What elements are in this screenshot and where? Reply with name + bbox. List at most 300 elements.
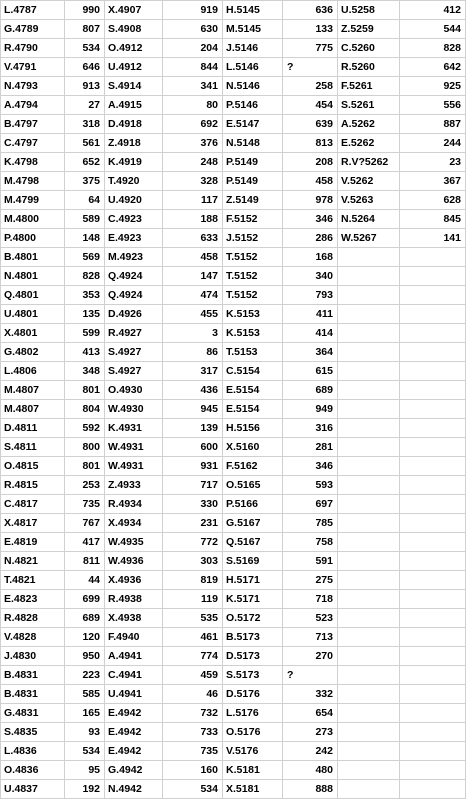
cell-value[interactable]: 93 xyxy=(65,723,105,742)
cell-code[interactable]: B.4801 xyxy=(1,248,65,267)
cell-value[interactable] xyxy=(400,476,466,495)
cell-code[interactable]: E.4942 xyxy=(105,704,163,723)
cell-code[interactable]: X.4817 xyxy=(1,514,65,533)
cell-code[interactable] xyxy=(338,419,400,438)
cell-code[interactable]: D.5176 xyxy=(223,685,283,704)
cell-value[interactable]: 801 xyxy=(65,457,105,476)
cell-code[interactable] xyxy=(338,495,400,514)
cell-code[interactable]: X.4801 xyxy=(1,324,65,343)
cell-value[interactable]: 455 xyxy=(163,305,223,324)
cell-code[interactable]: V.5263 xyxy=(338,191,400,210)
cell-value[interactable] xyxy=(400,552,466,571)
cell-value[interactable] xyxy=(400,685,466,704)
cell-value[interactable] xyxy=(400,761,466,780)
cell-value[interactable]: 330 xyxy=(163,495,223,514)
cell-value[interactable]: 273 xyxy=(283,723,338,742)
cell-value[interactable]: 414 xyxy=(283,324,338,343)
cell-code[interactable]: S.4914 xyxy=(105,77,163,96)
cell-code[interactable]: A.4941 xyxy=(105,647,163,666)
cell-code[interactable]: C.4923 xyxy=(105,210,163,229)
cell-code[interactable]: Z.5259 xyxy=(338,20,400,39)
cell-value[interactable]: 697 xyxy=(283,495,338,514)
cell-value[interactable] xyxy=(400,343,466,362)
cell-value[interactable]: 436 xyxy=(163,381,223,400)
cell-code[interactable]: M.5145 xyxy=(223,20,283,39)
cell-code[interactable]: W.4936 xyxy=(105,552,163,571)
cell-value[interactable]: 699 xyxy=(65,590,105,609)
cell-code[interactable]: T.5153 xyxy=(223,343,283,362)
cell-code[interactable]: W.5267 xyxy=(338,229,400,248)
cell-code[interactable]: X.5160 xyxy=(223,438,283,457)
cell-code[interactable]: C.4817 xyxy=(1,495,65,514)
cell-value[interactable]: 931 xyxy=(163,457,223,476)
cell-code[interactable]: B.5173 xyxy=(223,628,283,647)
cell-code[interactable]: D.4811 xyxy=(1,419,65,438)
cell-value[interactable] xyxy=(400,571,466,590)
cell-code[interactable]: W.4935 xyxy=(105,533,163,552)
cell-code[interactable]: P.5149 xyxy=(223,153,283,172)
cell-value[interactable]: 64 xyxy=(65,191,105,210)
cell-value[interactable]: 534 xyxy=(65,742,105,761)
cell-value[interactable]: 615 xyxy=(283,362,338,381)
cell-value[interactable] xyxy=(400,286,466,305)
cell-value[interactable]: 412 xyxy=(400,1,466,20)
cell-value[interactable]: 556 xyxy=(400,96,466,115)
cell-value[interactable]: 353 xyxy=(65,286,105,305)
cell-code[interactable]: D.4926 xyxy=(105,305,163,324)
cell-code[interactable]: L.4836 xyxy=(1,742,65,761)
cell-code[interactable]: L.5146 xyxy=(223,58,283,77)
cell-value[interactable]: 735 xyxy=(65,495,105,514)
cell-code[interactable]: W.4930 xyxy=(105,400,163,419)
cell-value[interactable] xyxy=(400,780,466,799)
cell-code[interactable]: Z.5149 xyxy=(223,191,283,210)
cell-value[interactable]: 204 xyxy=(163,39,223,58)
cell-value[interactable]: 147 xyxy=(163,267,223,286)
cell-value[interactable]: 633 xyxy=(163,229,223,248)
cell-value[interactable]: 735 xyxy=(163,742,223,761)
cell-code[interactable] xyxy=(338,286,400,305)
cell-code[interactable]: F.5162 xyxy=(223,457,283,476)
cell-code[interactable]: S.4811 xyxy=(1,438,65,457)
cell-code[interactable]: U.4941 xyxy=(105,685,163,704)
cell-code[interactable]: J.5146 xyxy=(223,39,283,58)
cell-value[interactable]: 341 xyxy=(163,77,223,96)
cell-value[interactable]: 652 xyxy=(65,153,105,172)
cell-code[interactable]: S.5169 xyxy=(223,552,283,571)
cell-value[interactable]: 804 xyxy=(65,400,105,419)
cell-code[interactable]: C.5260 xyxy=(338,39,400,58)
cell-code[interactable]: B.4831 xyxy=(1,666,65,685)
cell-value[interactable] xyxy=(400,419,466,438)
cell-code[interactable]: G.4802 xyxy=(1,343,65,362)
cell-value[interactable]: 523 xyxy=(283,609,338,628)
cell-value[interactable]: 535 xyxy=(163,609,223,628)
cell-code[interactable]: E.4923 xyxy=(105,229,163,248)
cell-code[interactable] xyxy=(338,381,400,400)
cell-value[interactable]: 135 xyxy=(65,305,105,324)
cell-code[interactable] xyxy=(338,628,400,647)
cell-value[interactable]: 346 xyxy=(283,210,338,229)
cell-code[interactable]: U.5258 xyxy=(338,1,400,20)
cell-code[interactable] xyxy=(338,723,400,742)
cell-code[interactable]: G.5167 xyxy=(223,514,283,533)
cell-code[interactable] xyxy=(338,362,400,381)
cell-value[interactable]: 346 xyxy=(283,457,338,476)
cell-code[interactable]: G.4942 xyxy=(105,761,163,780)
cell-value[interactable]: 811 xyxy=(65,552,105,571)
cell-value[interactable]: 733 xyxy=(163,723,223,742)
cell-value[interactable]: 593 xyxy=(283,476,338,495)
cell-value[interactable]: 919 xyxy=(163,1,223,20)
cell-value[interactable]: 168 xyxy=(283,248,338,267)
cell-value[interactable]: 317 xyxy=(163,362,223,381)
cell-code[interactable]: O.4815 xyxy=(1,457,65,476)
cell-code[interactable]: K.5181 xyxy=(223,761,283,780)
cell-value[interactable]: 340 xyxy=(283,267,338,286)
cell-code[interactable]: T.5152 xyxy=(223,286,283,305)
cell-value[interactable]: 978 xyxy=(283,191,338,210)
cell-value[interactable] xyxy=(400,438,466,457)
cell-value[interactable]: 165 xyxy=(65,704,105,723)
cell-value[interactable]: 480 xyxy=(283,761,338,780)
cell-value[interactable]: 819 xyxy=(163,571,223,590)
cell-value[interactable]: 364 xyxy=(283,343,338,362)
cell-value[interactable]: 628 xyxy=(400,191,466,210)
cell-code[interactable]: M.4807 xyxy=(1,400,65,419)
cell-code[interactable]: U.4801 xyxy=(1,305,65,324)
cell-value[interactable] xyxy=(400,742,466,761)
cell-value[interactable] xyxy=(400,666,466,685)
cell-value[interactable]: 413 xyxy=(65,343,105,362)
cell-value[interactable]: 646 xyxy=(65,58,105,77)
cell-code[interactable]: R.4938 xyxy=(105,590,163,609)
cell-code[interactable]: K.5171 xyxy=(223,590,283,609)
cell-code[interactable]: X.4934 xyxy=(105,514,163,533)
cell-code[interactable]: H.5145 xyxy=(223,1,283,20)
cell-code[interactable]: N.4821 xyxy=(1,552,65,571)
cell-value[interactable]: ? xyxy=(283,666,338,685)
cell-value[interactable]: 376 xyxy=(163,134,223,153)
cell-value[interactable] xyxy=(400,514,466,533)
cell-value[interactable] xyxy=(400,324,466,343)
cell-value[interactable]: 925 xyxy=(400,77,466,96)
cell-value[interactable]: 160 xyxy=(163,761,223,780)
cell-code[interactable]: U.4912 xyxy=(105,58,163,77)
cell-value[interactable]: 949 xyxy=(283,400,338,419)
cell-value[interactable] xyxy=(400,457,466,476)
cell-code[interactable]: G.4831 xyxy=(1,704,65,723)
cell-value[interactable]: 242 xyxy=(283,742,338,761)
cell-value[interactable] xyxy=(400,628,466,647)
cell-code[interactable]: F.5152 xyxy=(223,210,283,229)
cell-value[interactable]: 141 xyxy=(400,229,466,248)
cell-value[interactable]: 44 xyxy=(65,571,105,590)
cell-code[interactable]: R.4934 xyxy=(105,495,163,514)
cell-code[interactable] xyxy=(338,742,400,761)
cell-code[interactable]: A.4794 xyxy=(1,96,65,115)
cell-value[interactable] xyxy=(400,362,466,381)
cell-value[interactable]: 813 xyxy=(283,134,338,153)
cell-code[interactable]: P.5166 xyxy=(223,495,283,514)
cell-value[interactable]: 270 xyxy=(283,647,338,666)
cell-value[interactable]: 332 xyxy=(283,685,338,704)
cell-value[interactable]: 258 xyxy=(283,77,338,96)
cell-code[interactable]: C.5154 xyxy=(223,362,283,381)
cell-code[interactable]: X.4907 xyxy=(105,1,163,20)
cell-code[interactable]: T.5152 xyxy=(223,248,283,267)
cell-value[interactable]: 828 xyxy=(400,39,466,58)
cell-code[interactable]: E.4942 xyxy=(105,723,163,742)
cell-value[interactable]: 913 xyxy=(65,77,105,96)
cell-value[interactable]: 888 xyxy=(283,780,338,799)
cell-value[interactable]: 561 xyxy=(65,134,105,153)
cell-value[interactable]: 208 xyxy=(283,153,338,172)
cell-value[interactable]: 636 xyxy=(283,1,338,20)
cell-code[interactable]: S.5261 xyxy=(338,96,400,115)
cell-code[interactable] xyxy=(338,571,400,590)
cell-value[interactable]: 713 xyxy=(283,628,338,647)
cell-code[interactable]: M.4923 xyxy=(105,248,163,267)
cell-code[interactable]: O.5165 xyxy=(223,476,283,495)
cell-value[interactable]: 461 xyxy=(163,628,223,647)
cell-code[interactable]: E.5154 xyxy=(223,381,283,400)
cell-value[interactable]: 117 xyxy=(163,191,223,210)
cell-value[interactable]: 642 xyxy=(400,58,466,77)
cell-code[interactable]: K.4931 xyxy=(105,419,163,438)
cell-value[interactable]: 119 xyxy=(163,590,223,609)
cell-code[interactable]: N.5146 xyxy=(223,77,283,96)
cell-value[interactable]: 630 xyxy=(163,20,223,39)
cell-code[interactable]: L.5176 xyxy=(223,704,283,723)
cell-value[interactable]: 133 xyxy=(283,20,338,39)
cell-code[interactable] xyxy=(338,324,400,343)
cell-code[interactable]: O.5176 xyxy=(223,723,283,742)
cell-code[interactable]: J.4830 xyxy=(1,647,65,666)
cell-value[interactable]: 459 xyxy=(163,666,223,685)
cell-code[interactable]: B.4831 xyxy=(1,685,65,704)
cell-code[interactable]: N.5264 xyxy=(338,210,400,229)
cell-code[interactable] xyxy=(338,533,400,552)
cell-value[interactable]: 800 xyxy=(65,438,105,457)
cell-value[interactable]: 248 xyxy=(163,153,223,172)
cell-value[interactable]: 328 xyxy=(163,172,223,191)
cell-code[interactable]: L.4787 xyxy=(1,1,65,20)
cell-code[interactable]: Q.4801 xyxy=(1,286,65,305)
cell-code[interactable]: O.4912 xyxy=(105,39,163,58)
cell-value[interactable]: 281 xyxy=(283,438,338,457)
cell-code[interactable]: Z.4918 xyxy=(105,134,163,153)
cell-code[interactable]: Z.4933 xyxy=(105,476,163,495)
cell-value[interactable]: 139 xyxy=(163,419,223,438)
cell-value[interactable]: 950 xyxy=(65,647,105,666)
cell-code[interactable] xyxy=(338,476,400,495)
cell-value[interactable]: 86 xyxy=(163,343,223,362)
cell-value[interactable] xyxy=(400,533,466,552)
cell-code[interactable]: P.5149 xyxy=(223,172,283,191)
cell-code[interactable]: N.4801 xyxy=(1,267,65,286)
cell-value[interactable]: 95 xyxy=(65,761,105,780)
cell-value[interactable]: 591 xyxy=(283,552,338,571)
cell-code[interactable]: Q.4924 xyxy=(105,286,163,305)
cell-code[interactable]: R.5260 xyxy=(338,58,400,77)
cell-code[interactable]: O.4836 xyxy=(1,761,65,780)
cell-value[interactable]: 188 xyxy=(163,210,223,229)
cell-value[interactable]: 348 xyxy=(65,362,105,381)
cell-code[interactable]: S.4908 xyxy=(105,20,163,39)
cell-code[interactable]: W.4931 xyxy=(105,438,163,457)
cell-code[interactable]: P.5146 xyxy=(223,96,283,115)
cell-code[interactable]: R.4815 xyxy=(1,476,65,495)
cell-code[interactable] xyxy=(338,248,400,267)
cell-value[interactable]: 689 xyxy=(283,381,338,400)
cell-code[interactable] xyxy=(338,704,400,723)
cell-code[interactable]: H.5156 xyxy=(223,419,283,438)
cell-code[interactable]: E.4942 xyxy=(105,742,163,761)
cell-value[interactable]: 845 xyxy=(400,210,466,229)
cell-value[interactable] xyxy=(400,609,466,628)
cell-value[interactable]: 534 xyxy=(65,39,105,58)
cell-value[interactable]: ? xyxy=(283,58,338,77)
cell-value[interactable]: 807 xyxy=(65,20,105,39)
cell-code[interactable]: N.4942 xyxy=(105,780,163,799)
cell-code[interactable] xyxy=(338,400,400,419)
cell-code[interactable] xyxy=(338,457,400,476)
cell-value[interactable]: 887 xyxy=(400,115,466,134)
cell-value[interactable]: 828 xyxy=(65,267,105,286)
cell-code[interactable]: V.4828 xyxy=(1,628,65,647)
cell-code[interactable]: P.4800 xyxy=(1,229,65,248)
cell-value[interactable]: 46 xyxy=(163,685,223,704)
cell-value[interactable]: 689 xyxy=(65,609,105,628)
cell-code[interactable]: T.5152 xyxy=(223,267,283,286)
cell-code[interactable]: G.4789 xyxy=(1,20,65,39)
cell-value[interactable]: 286 xyxy=(283,229,338,248)
cell-code[interactable]: X.5181 xyxy=(223,780,283,799)
cell-value[interactable]: 717 xyxy=(163,476,223,495)
cell-code[interactable]: C.4797 xyxy=(1,134,65,153)
cell-code[interactable]: E.4819 xyxy=(1,533,65,552)
cell-code[interactable]: R.4828 xyxy=(1,609,65,628)
cell-value[interactable] xyxy=(400,723,466,742)
cell-value[interactable]: 231 xyxy=(163,514,223,533)
cell-code[interactable]: E.5154 xyxy=(223,400,283,419)
cell-code[interactable] xyxy=(338,666,400,685)
cell-code[interactable] xyxy=(338,609,400,628)
cell-code[interactable]: T.4821 xyxy=(1,571,65,590)
cell-code[interactable]: K.4798 xyxy=(1,153,65,172)
cell-code[interactable]: M.4800 xyxy=(1,210,65,229)
cell-code[interactable] xyxy=(338,590,400,609)
cell-value[interactable] xyxy=(400,704,466,723)
cell-code[interactable]: D.5173 xyxy=(223,647,283,666)
cell-value[interactable]: 585 xyxy=(65,685,105,704)
cell-value[interactable] xyxy=(400,495,466,514)
cell-value[interactable]: 458 xyxy=(283,172,338,191)
cell-value[interactable]: 945 xyxy=(163,400,223,419)
cell-value[interactable]: 767 xyxy=(65,514,105,533)
cell-value[interactable]: 3 xyxy=(163,324,223,343)
cell-code[interactable]: S.4927 xyxy=(105,362,163,381)
cell-value[interactable]: 692 xyxy=(163,115,223,134)
cell-value[interactable]: 474 xyxy=(163,286,223,305)
cell-value[interactable]: 718 xyxy=(283,590,338,609)
cell-code[interactable]: T.4920 xyxy=(105,172,163,191)
cell-code[interactable] xyxy=(338,685,400,704)
cell-value[interactable]: 544 xyxy=(400,20,466,39)
cell-value[interactable]: 23 xyxy=(400,153,466,172)
cell-value[interactable]: 600 xyxy=(163,438,223,457)
cell-code[interactable]: M.4798 xyxy=(1,172,65,191)
cell-code[interactable]: V.4791 xyxy=(1,58,65,77)
cell-code[interactable]: U.4920 xyxy=(105,191,163,210)
cell-code[interactable]: U.4837 xyxy=(1,780,65,799)
cell-code[interactable]: K.4919 xyxy=(105,153,163,172)
cell-code[interactable]: V.5262 xyxy=(338,172,400,191)
cell-code[interactable]: S.4835 xyxy=(1,723,65,742)
cell-code[interactable] xyxy=(338,761,400,780)
cell-value[interactable]: 592 xyxy=(65,419,105,438)
cell-value[interactable]: 192 xyxy=(65,780,105,799)
cell-value[interactable]: 774 xyxy=(163,647,223,666)
cell-code[interactable]: E.5262 xyxy=(338,134,400,153)
cell-code[interactable]: C.4941 xyxy=(105,666,163,685)
cell-code[interactable] xyxy=(338,438,400,457)
cell-value[interactable] xyxy=(400,647,466,666)
cell-value[interactable]: 569 xyxy=(65,248,105,267)
cell-code[interactable]: S.5173 xyxy=(223,666,283,685)
cell-value[interactable]: 244 xyxy=(400,134,466,153)
cell-code[interactable]: E.4823 xyxy=(1,590,65,609)
cell-code[interactable]: F.5261 xyxy=(338,77,400,96)
cell-value[interactable] xyxy=(400,305,466,324)
cell-value[interactable]: 120 xyxy=(65,628,105,647)
cell-code[interactable]: K.5153 xyxy=(223,305,283,324)
cell-value[interactable]: 253 xyxy=(65,476,105,495)
cell-code[interactable]: D.4918 xyxy=(105,115,163,134)
cell-value[interactable]: 303 xyxy=(163,552,223,571)
cell-value[interactable]: 316 xyxy=(283,419,338,438)
cell-value[interactable]: 589 xyxy=(65,210,105,229)
cell-code[interactable] xyxy=(338,552,400,571)
cell-value[interactable]: 318 xyxy=(65,115,105,134)
cell-code[interactable]: F.4940 xyxy=(105,628,163,647)
cell-value[interactable]: 375 xyxy=(65,172,105,191)
cell-value[interactable]: 758 xyxy=(283,533,338,552)
cell-value[interactable]: 732 xyxy=(163,704,223,723)
cell-value[interactable] xyxy=(400,267,466,286)
cell-value[interactable]: 801 xyxy=(65,381,105,400)
cell-code[interactable]: M.4807 xyxy=(1,381,65,400)
cell-value[interactable]: 534 xyxy=(163,780,223,799)
cell-value[interactable]: 639 xyxy=(283,115,338,134)
cell-code[interactable]: M.4799 xyxy=(1,191,65,210)
cell-code[interactable]: L.4806 xyxy=(1,362,65,381)
cell-code[interactable] xyxy=(338,267,400,286)
cell-code[interactable]: A.4915 xyxy=(105,96,163,115)
cell-code[interactable]: O.4930 xyxy=(105,381,163,400)
cell-code[interactable]: B.4797 xyxy=(1,115,65,134)
cell-code[interactable]: E.5147 xyxy=(223,115,283,134)
cell-code[interactable]: Q.5167 xyxy=(223,533,283,552)
cell-code[interactable]: W.4931 xyxy=(105,457,163,476)
cell-code[interactable] xyxy=(338,343,400,362)
cell-code[interactable]: A.5262 xyxy=(338,115,400,134)
cell-code[interactable] xyxy=(338,780,400,799)
cell-value[interactable]: 458 xyxy=(163,248,223,267)
cell-code[interactable]: H.5171 xyxy=(223,571,283,590)
cell-code[interactable]: N.5148 xyxy=(223,134,283,153)
